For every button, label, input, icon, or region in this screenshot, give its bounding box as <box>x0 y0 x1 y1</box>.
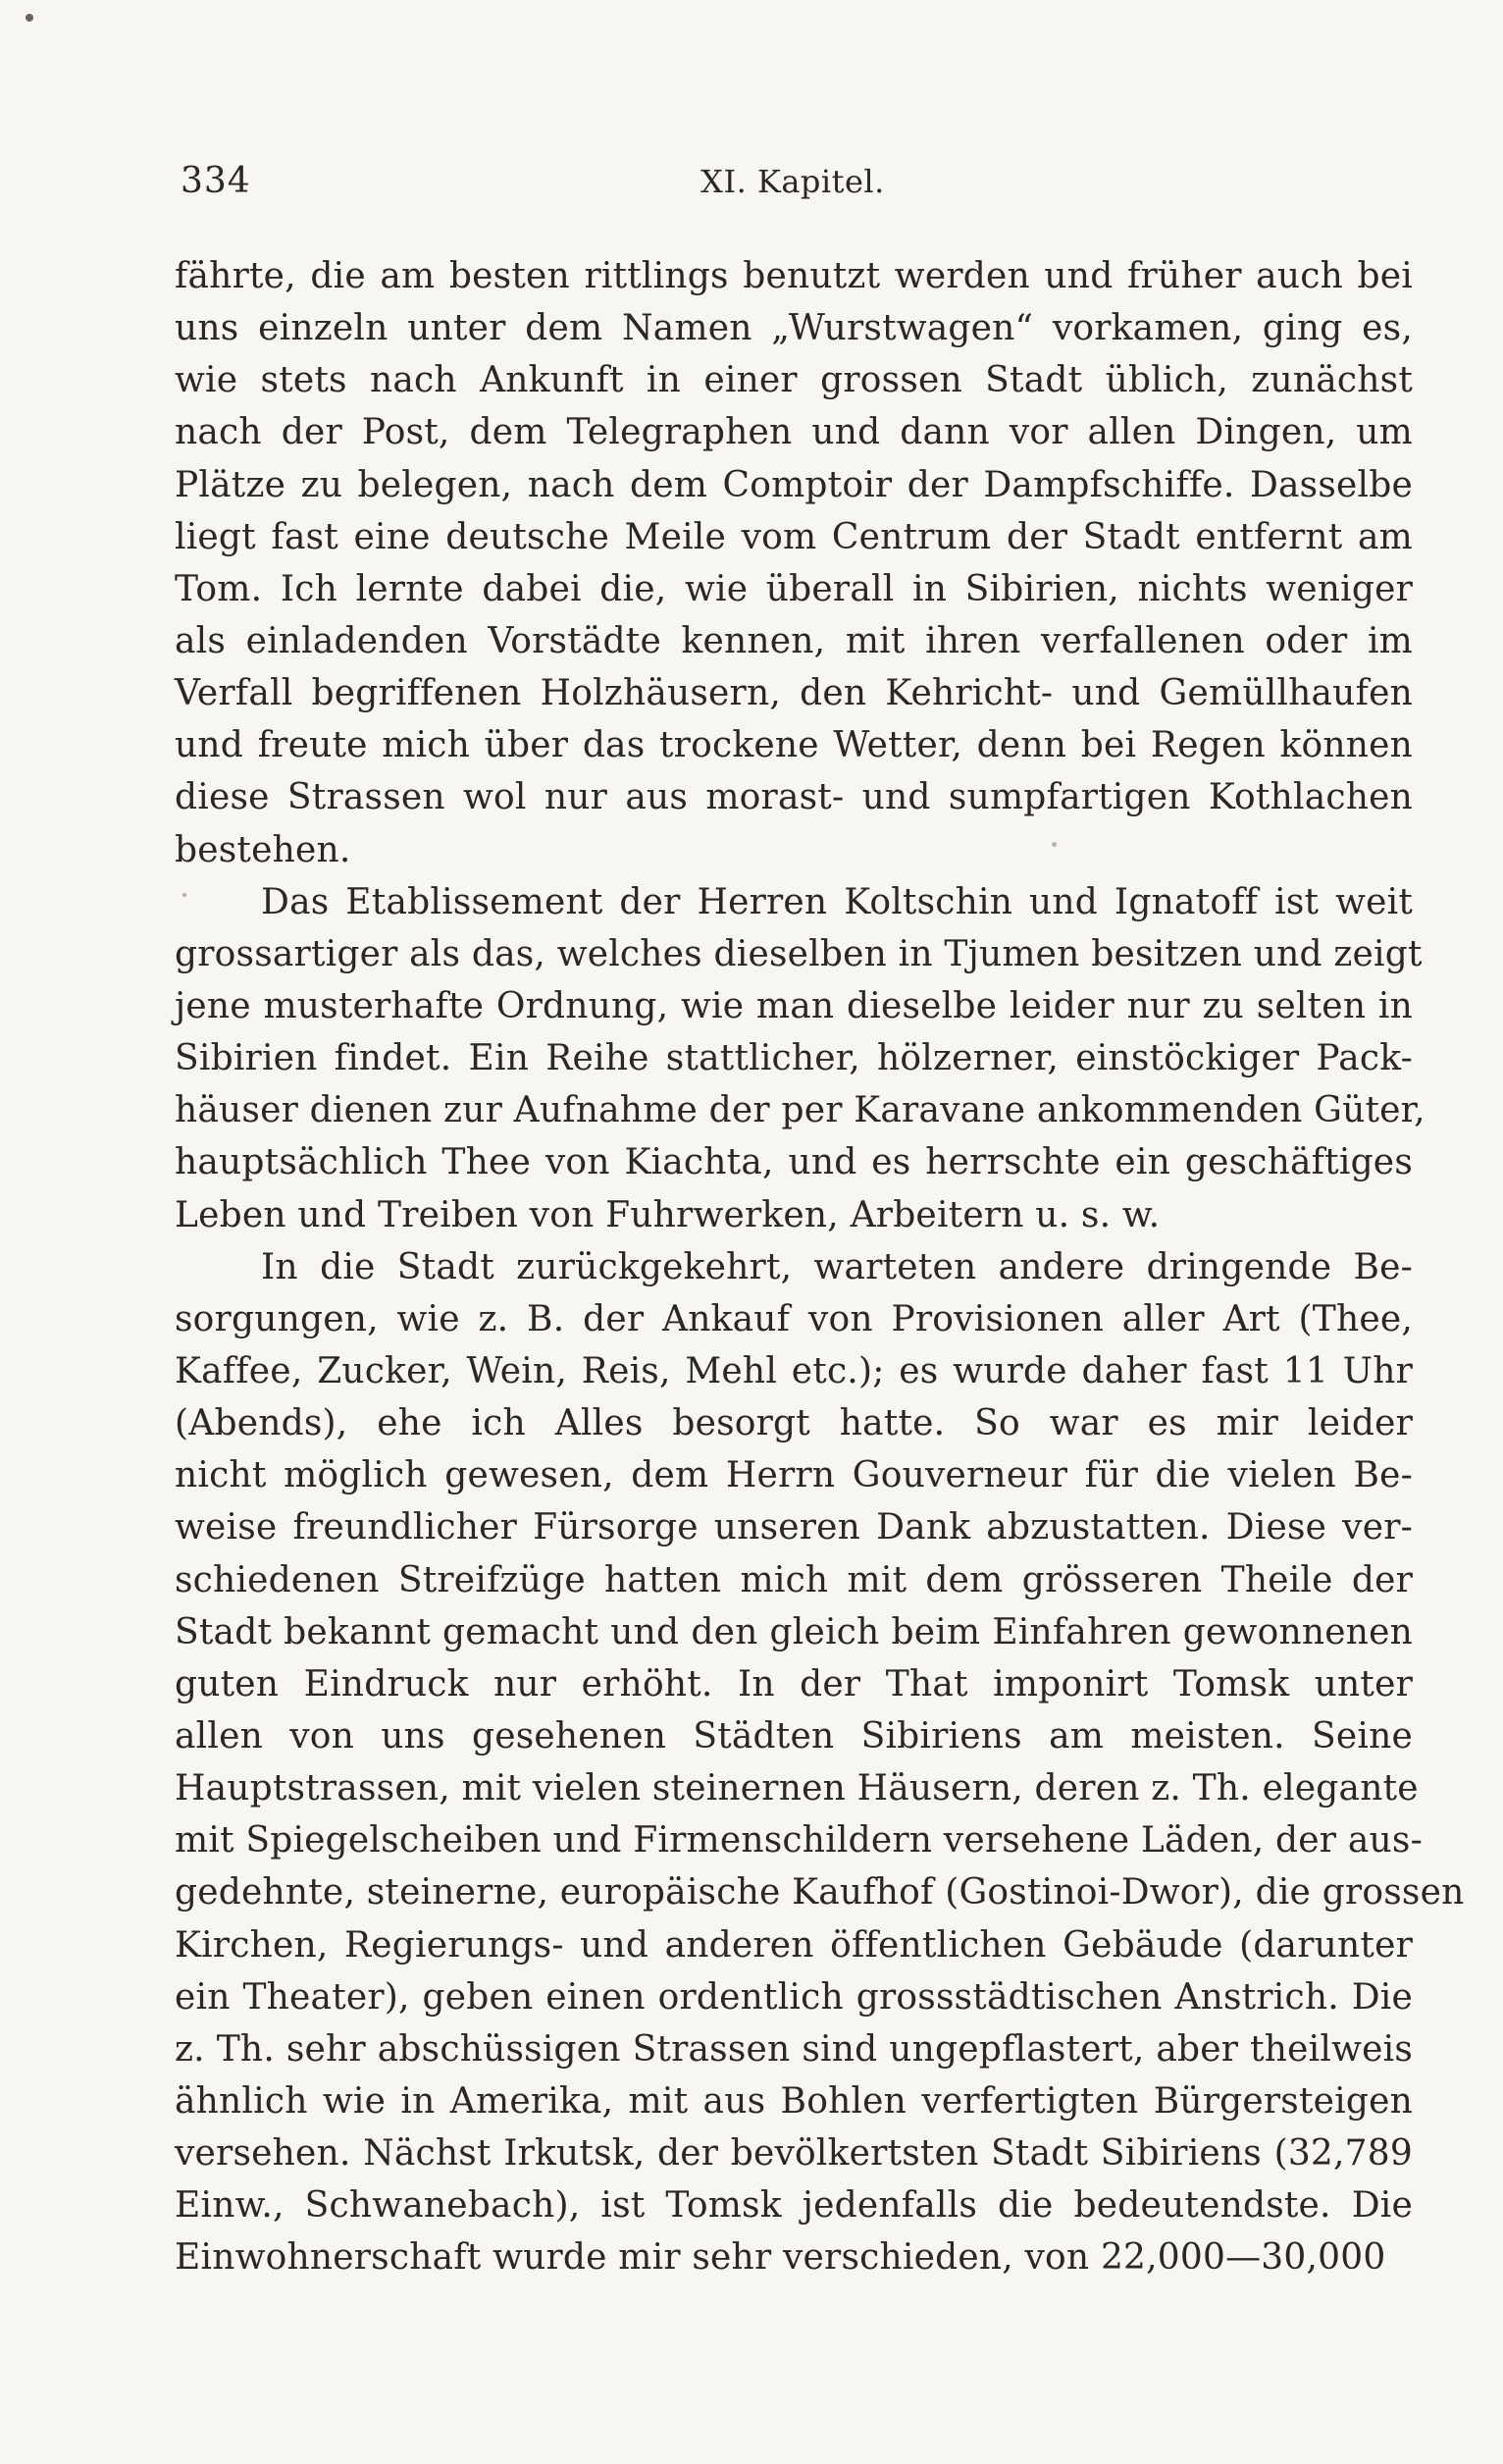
text-line: gedehnte, steinerne, europäische Kaufhof (Gostinoi-Dwor), die grossen <box>175 1872 1465 1914</box>
page-number: 334 <box>181 161 251 201</box>
text-line: ein Theater), geben einen ordentlich grossstädtischen Anstrich. Die <box>175 1976 1413 2018</box>
paragraph <box>175 1241 1465 2284</box>
text-line: schiedenen Streifzüge hatten mich mit dem grösseren Theile der <box>175 1559 1413 1600</box>
text-line: guten Eindruck nur erhöht. In der That imponirt Tomsk unter <box>175 1663 1413 1704</box>
text-line: grossartiger als das, welches dieselben in Tjumen besitzen und zeigt <box>175 933 1423 974</box>
text-line: nach der Post, dem Telegraphen und dann vor allen Dingen, um <box>175 412 1413 453</box>
scan-mark <box>26 14 33 22</box>
text-line: z. Th. sehr abschüssigen Strassen sind ungepflastert, aber theilweis <box>175 2028 1413 2070</box>
text-line: Einwohnerschaft wurde mir sehr verschieden, von 22,000—30,000 <box>175 2237 1386 2279</box>
text-line: als einladenden Vorstädte kennen, mit ihren verfallenen oder im <box>175 620 1413 661</box>
text-line: diese Strassen wol nur aus morast- und sumpfartigen Kothlachen <box>175 777 1413 818</box>
text-line: jene musterhafte Ordnung, wie man dieselbe leider nur zu selten in <box>175 985 1413 1026</box>
text-line: versehen. Nächst Irkutsk, der bevölkertsten Stadt Sibiriens (32,789 <box>175 2133 1413 2175</box>
text-line: bestehen. <box>175 829 351 870</box>
text-line: Tom. Ich lernte dabei die, wie überall in Sibirien, nichts weniger <box>175 568 1413 609</box>
text-line: häuser dienen zur Aufnahme der per Karavane ankommenden Güter, <box>175 1090 1425 1131</box>
text-line: wie stets nach Ankunft in einer grossen Stadt üblich, zunächst <box>175 360 1413 401</box>
text-line: allen von uns gesehenen Städten Sibiriens am meisten. Seine <box>175 1715 1413 1756</box>
text-line: (Abends), ehe ich Alles besorgt hatte. So war es mir leider <box>175 1403 1413 1444</box>
text-line: Verfall begriffenen Holzhäusern, den Kehricht- und Gemüllhaufen <box>175 673 1413 714</box>
chapter-title: XI. Kapitel. <box>700 163 885 200</box>
text-line: Kirchen, Regierungs- und anderen öffentlichen Gebäude (darunter <box>175 1924 1413 1966</box>
text-line: weise freundlicher Fürsorge unseren Dank abzustatten. Diese ver- <box>175 1507 1413 1548</box>
paragraph <box>175 250 1413 876</box>
text-line: nicht möglich gewesen, dem Herrn Gouverneur für die vielen Be- <box>175 1455 1413 1496</box>
text-line: mit Spiegelscheiben und Firmenschildern versehene Läden, der aus- <box>175 1820 1423 1861</box>
text-line: uns einzeln unter dem Namen „Wurstwagen“ vorkamen, ging es, <box>175 308 1413 349</box>
text-line: Hauptstrassen, mit vielen steinernen Häusern, deren z. Th. elegante <box>175 1768 1419 1809</box>
text-line: Leben und Treiben von Fuhrwerken, Arbeitern u. s. w. <box>175 1194 1161 1235</box>
text-line: Einw., Schwanebach), ist Tomsk jedenfalls die bedeutendste. Die <box>175 2185 1413 2227</box>
text-line: Stadt bekannt gemacht und den gleich beim Einfahren gewonnenen <box>175 1611 1413 1652</box>
text-line: Sibirien findet. Ein Reihe stattlicher, hölzerner, einstöckiger Pack- <box>175 1038 1413 1079</box>
text-line: liegt fast eine deutsche Meile vom Centrum der Stadt entfernt am <box>175 516 1413 557</box>
text-line: Kaffee, Zucker, Wein, Reis, Mehl etc.); es wurde daher fast 11 Uhr <box>175 1350 1413 1391</box>
text-line: Das Etablissement der Herren Koltschin und Ignatoff ist weit <box>261 881 1413 922</box>
running-head <box>175 157 1411 206</box>
paragraph <box>175 876 1425 1241</box>
text-line: hauptsächlich Thee von Kiachta, und es herrschte ein geschäftiges <box>175 1142 1413 1183</box>
text-line: sorgungen, wie z. B. der Ankauf von Provisionen aller Art (Thee, <box>175 1298 1413 1339</box>
text-line: fährte, die am besten rittlings benutzt werden und früher auch bei <box>175 256 1413 296</box>
text-line: Plätze zu belegen, nach dem Comptoir der Dampfschiffe. Dasselbe <box>175 464 1413 505</box>
text-line: und freute mich über das trockene Wetter, denn bei Regen können <box>175 725 1413 766</box>
text-line: ähnlich wie in Amerika, mit aus Bohlen verfertigten Bürgersteigen <box>175 2080 1413 2122</box>
text-line: In die Stadt zurückgekehrt, warteten andere dringende Be- <box>261 1246 1413 1287</box>
body-text <box>175 250 1465 2283</box>
